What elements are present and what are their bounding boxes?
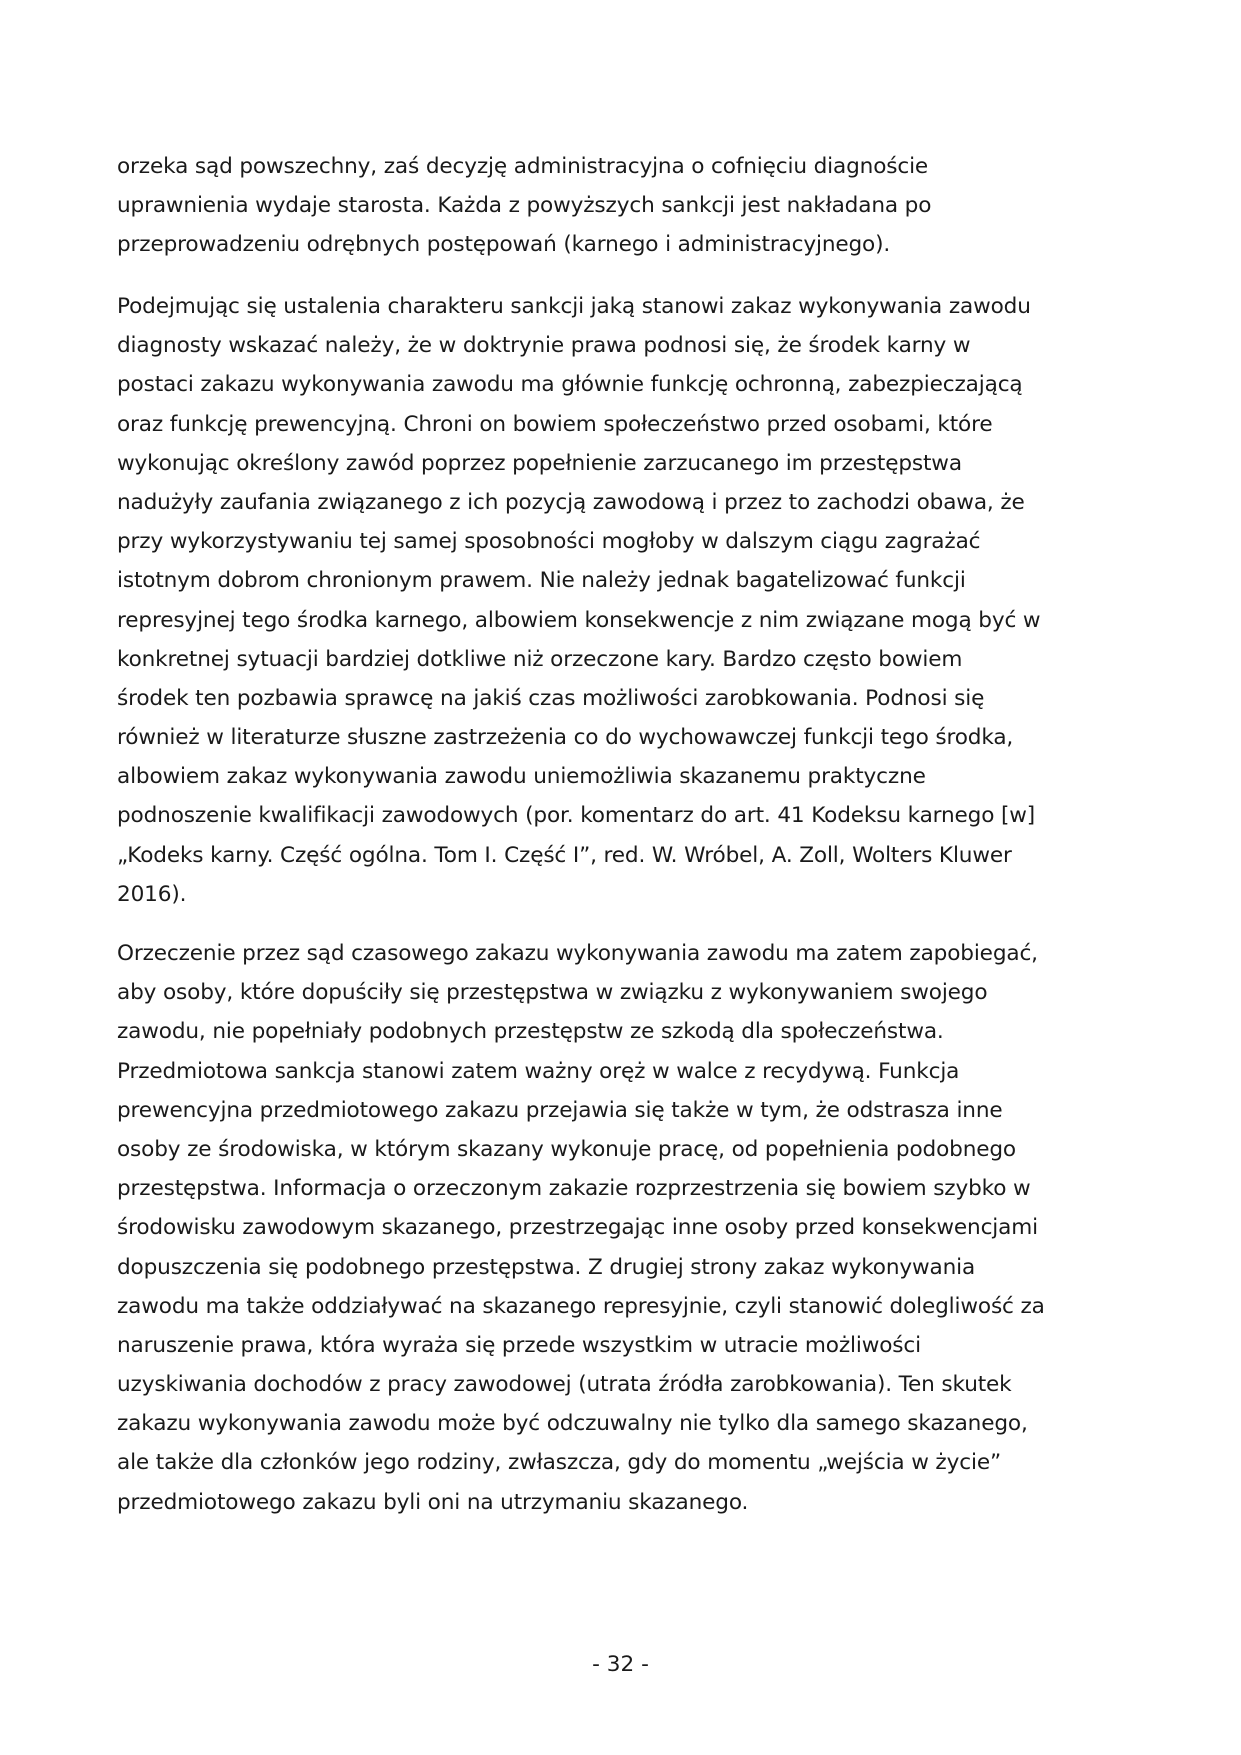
text-line: oraz funkcję prewencyjną. Chroni on bowiem społeczeństwo przed osobami, które	[117, 411, 993, 437]
text-line: uzyskiwania dochodów z pracy zawodowej (utrata źródła zarobkowania). Ten skutek	[117, 1372, 1012, 1398]
text-line: albowiem zakaz wykonywania zawodu uniemożliwia skazanemu praktyczne	[117, 764, 926, 790]
page-number: - 32 -	[592, 1652, 649, 1677]
paragraph-1	[117, 147, 931, 265]
text-line: również w literaturze słuszne zastrzeżenia co do wychowawczej funkcji tego środka,	[117, 725, 1014, 751]
text-line: istotnym dobrom chronionym prawem. Nie należy jednak bagatelizować funkcji	[117, 568, 966, 594]
paragraph-3	[117, 934, 1045, 1522]
text-line: konkretnej sytuacji bardziej dotkliwe niż orzeczone kary. Bardzo często bowiem	[117, 646, 963, 672]
text-line: Przedmiotowa sankcja stanowi zatem ważny oręż w walce z recydywą. Funkcja	[117, 1058, 960, 1084]
text-line: naruszenie prawa, która wyraża się przede wszystkim w utracie możliwości	[117, 1332, 921, 1358]
text-line: „Kodeks karny. Część ogólna. Tom I. Część I”, red. W. Wróbel, A. Zoll, Wolters Kluwer	[117, 842, 1012, 868]
text-line: postaci zakazu wykonywania zawodu ma głównie funkcję ochronną, zabezpieczającą	[117, 372, 1023, 398]
text-line: ale także dla członków jego rodziny, zwłaszcza, gdy do momentu „wejścia w życie”	[117, 1450, 1001, 1476]
text-line: wykonując określony zawód poprzez popełnienie zarzucanego im przestępstwa	[117, 450, 962, 476]
text-line: podnoszenie kwalifikacji zawodowych (por. komentarz do art. 41 Kodeksu karnego [w]	[117, 803, 1036, 829]
text-line: dopuszczenia się podobnego przestępstwa. Z drugiej strony zakaz wykonywania	[117, 1254, 976, 1280]
text-line: przy wykorzystywaniu tej samej sposobności mogłoby w dalszym ciągu zagrażać	[117, 529, 981, 555]
text-line: zawodu, nie popełniały podobnych przestępstw ze szkodą dla społeczeństwa.	[117, 1019, 944, 1045]
text-line: zawodu ma także oddziaływać na skazanego represyjnie, czyli stanowić dolegliwość za	[117, 1293, 1045, 1319]
text-line: uprawnienia wydaje starosta. Każda z powyższych sankcji jest nakładana po	[117, 193, 932, 219]
text-line: diagnosty wskazać należy, że w doktrynie prawa podnosi się, że środek karny w	[117, 333, 971, 359]
text-line: przedmiotowego zakazu byli oni na utrzymaniu skazanego.	[117, 1489, 749, 1515]
text-line: środowisku zawodowym skazanego, przestrzegając inne osoby przed konsekwencjami	[117, 1215, 1038, 1241]
text-line: Podejmując się ustalenia charakteru sankcji jaką stanowi zakaz wykonywania zawodu	[117, 294, 1031, 319]
text-line: przestępstwa. Informacja o orzeczonym zakazie rozprzestrzenia się bowiem szybko w	[117, 1176, 1031, 1202]
text-line: 2016).	[117, 881, 187, 907]
text-line: środek ten pozbawia sprawcę na jakiś czas możliwości zarobkowania. Podnosi się	[117, 685, 985, 711]
text-line: prewencyjna przedmiotowego zakazu przejawia się także w tym, że odstrasza inne	[117, 1097, 1003, 1123]
text-line: represyjnej tego środka karnego, albowiem konsekwencje z nim związane mogą być w	[117, 607, 1041, 633]
text-line: zakazu wykonywania zawodu może być odczuwalny nie tylko dla samego skazanego,	[117, 1411, 1028, 1437]
text-line: aby osoby, które dopuściły się przestępstwa w związku z wykonywaniem swojego	[117, 980, 988, 1006]
paragraph-2	[117, 287, 1040, 914]
text-line: osoby ze środowiska, w którym skazany wykonuje pracę, od popełnienia podobnego	[117, 1136, 1016, 1162]
text-line: orzeka sąd powszechny, zaś decyzję administracyjna o cofnięciu diagnoście	[117, 154, 929, 179]
text-line: nadużyły zaufania związanego z ich pozycją zawodową i przez to zachodzi obawa, że	[117, 489, 1025, 515]
text-line: Orzeczenie przez sąd czasowego zakazu wykonywania zawodu ma zatem zapobiegać,	[117, 941, 1038, 966]
text-line: przeprowadzeniu odrębnych postępowań (karnego i administracyjnego).	[117, 232, 891, 258]
